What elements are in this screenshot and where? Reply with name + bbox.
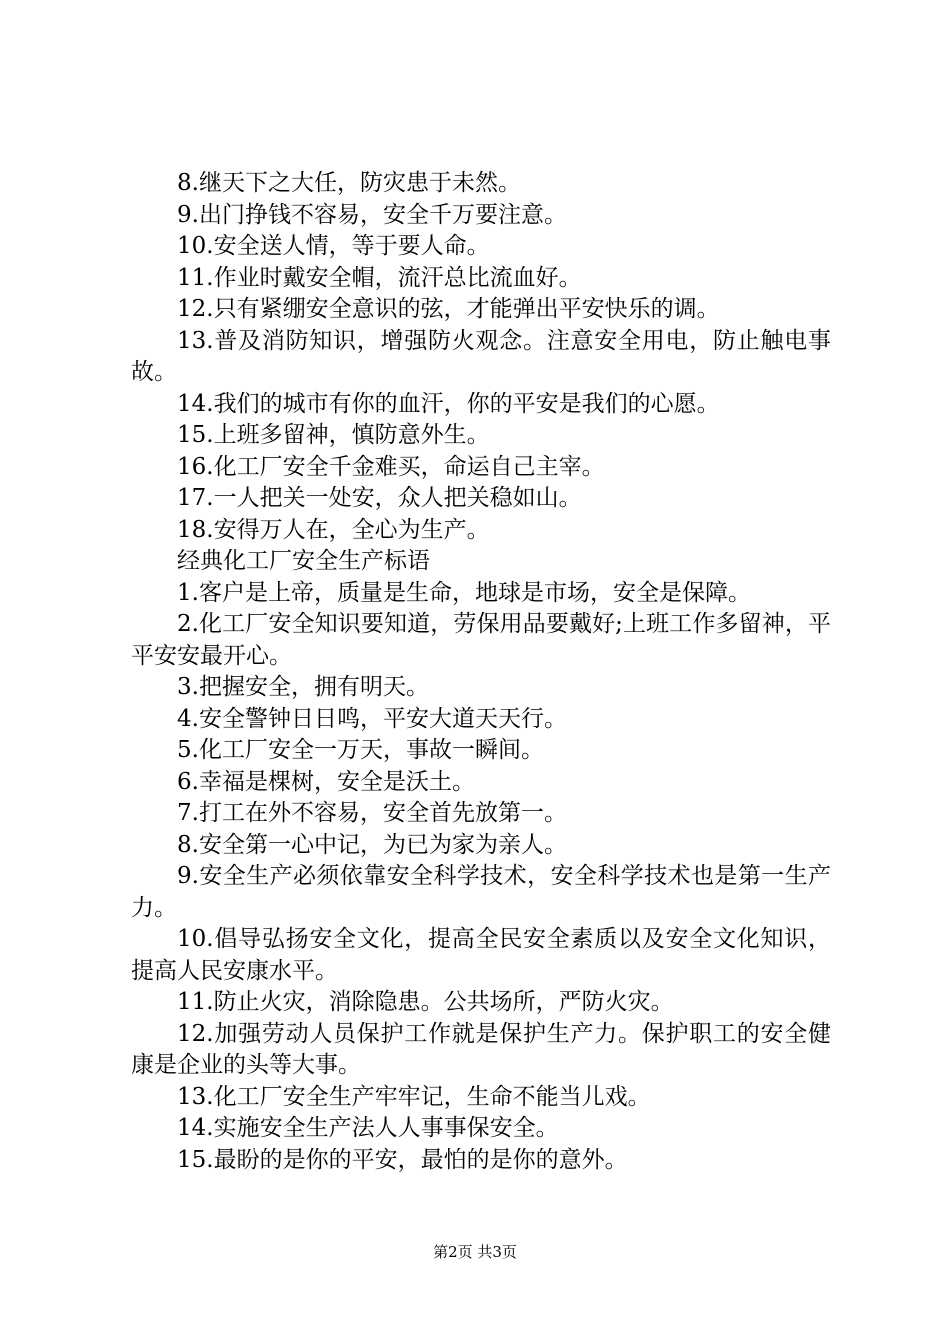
- page-footer: 第2页 共3页: [433, 1243, 517, 1261]
- paragraph: 5.化工厂安全一万天，事故一瞬间。: [177, 737, 544, 763]
- paragraph: 12.加强劳动人员保护工作就是保护生产力。保护职工的安全健康是企业的头等大事。: [131, 1020, 831, 1078]
- paragraph: 8.继天下之大任，防灾患于未然。: [177, 170, 521, 196]
- paragraph: 4.安全警钟日日鸣，平安大道天天行。: [177, 705, 567, 732]
- paragraph: 3.把握安全，拥有明天。: [177, 674, 429, 700]
- paragraph: 12.只有紧绷安全意识的弦，才能弹出平安快乐的调。: [177, 296, 720, 322]
- paragraph: 17.一人把关一处安，众人把关稳如山。: [177, 485, 582, 511]
- paragraph: 15.最盼的是你的平安，最怕的是你的意外。: [177, 1146, 628, 1173]
- section-heading: 经典化工厂安全生产标语: [177, 548, 430, 574]
- paragraph: 9.安全生产必须依靠安全科学技术，安全科学技术也是第一生产力。: [131, 863, 831, 921]
- paragraph: 13.化工厂安全生产牢牢记，生命不能当儿戏。: [177, 1083, 651, 1110]
- document-body: [131, 168, 831, 1176]
- paragraph: 8.安全第一心中记，为已为家为亲人。: [177, 831, 567, 858]
- paragraph: 1.客户是上帝，质量是生命，地球是市场，安全是保障。: [177, 579, 751, 606]
- paragraph: 2.化工厂安全知识要知道，劳保用品要戴好;上班工作多留神，平平安安最开心。: [131, 611, 831, 669]
- paragraph: 11.作业时戴安全帽，流汗总比流血好。: [177, 264, 582, 291]
- paragraph: 14.实施安全生产法人人事事保安全。: [177, 1115, 559, 1141]
- paragraph: 7.打工在外不容易，安全首先放第一。: [177, 800, 567, 826]
- paragraph: 18.安得万人在，全心为生产。: [177, 516, 490, 543]
- paragraph: 10.安全送人情，等于要人命。: [177, 233, 490, 259]
- paragraph: 13.普及消防知识，增强防火观念。注意安全用电，防止触电事故。: [131, 327, 831, 385]
- paragraph: 10.倡导弘扬安全文化，提高全民安全素质以及安全文化知识，提高人民安康水平。: [131, 926, 831, 984]
- paragraph: 16.化工厂安全千金难买，命运自己主宰。: [177, 453, 605, 480]
- paragraph: 14.我们的城市有你的血汗，你的平安是我们的心愿。: [177, 390, 720, 417]
- paragraph: 9.出门挣钱不容易，安全千万要注意。: [177, 201, 567, 228]
- paragraph: 11.防止火灾，消除隐患。公共场所，严防火灾。: [177, 989, 674, 1015]
- paragraph: 15.上班多留神，慎防意外生。: [177, 422, 490, 448]
- paragraph: 6.幸福是棵树，安全是沃土。: [177, 768, 475, 795]
